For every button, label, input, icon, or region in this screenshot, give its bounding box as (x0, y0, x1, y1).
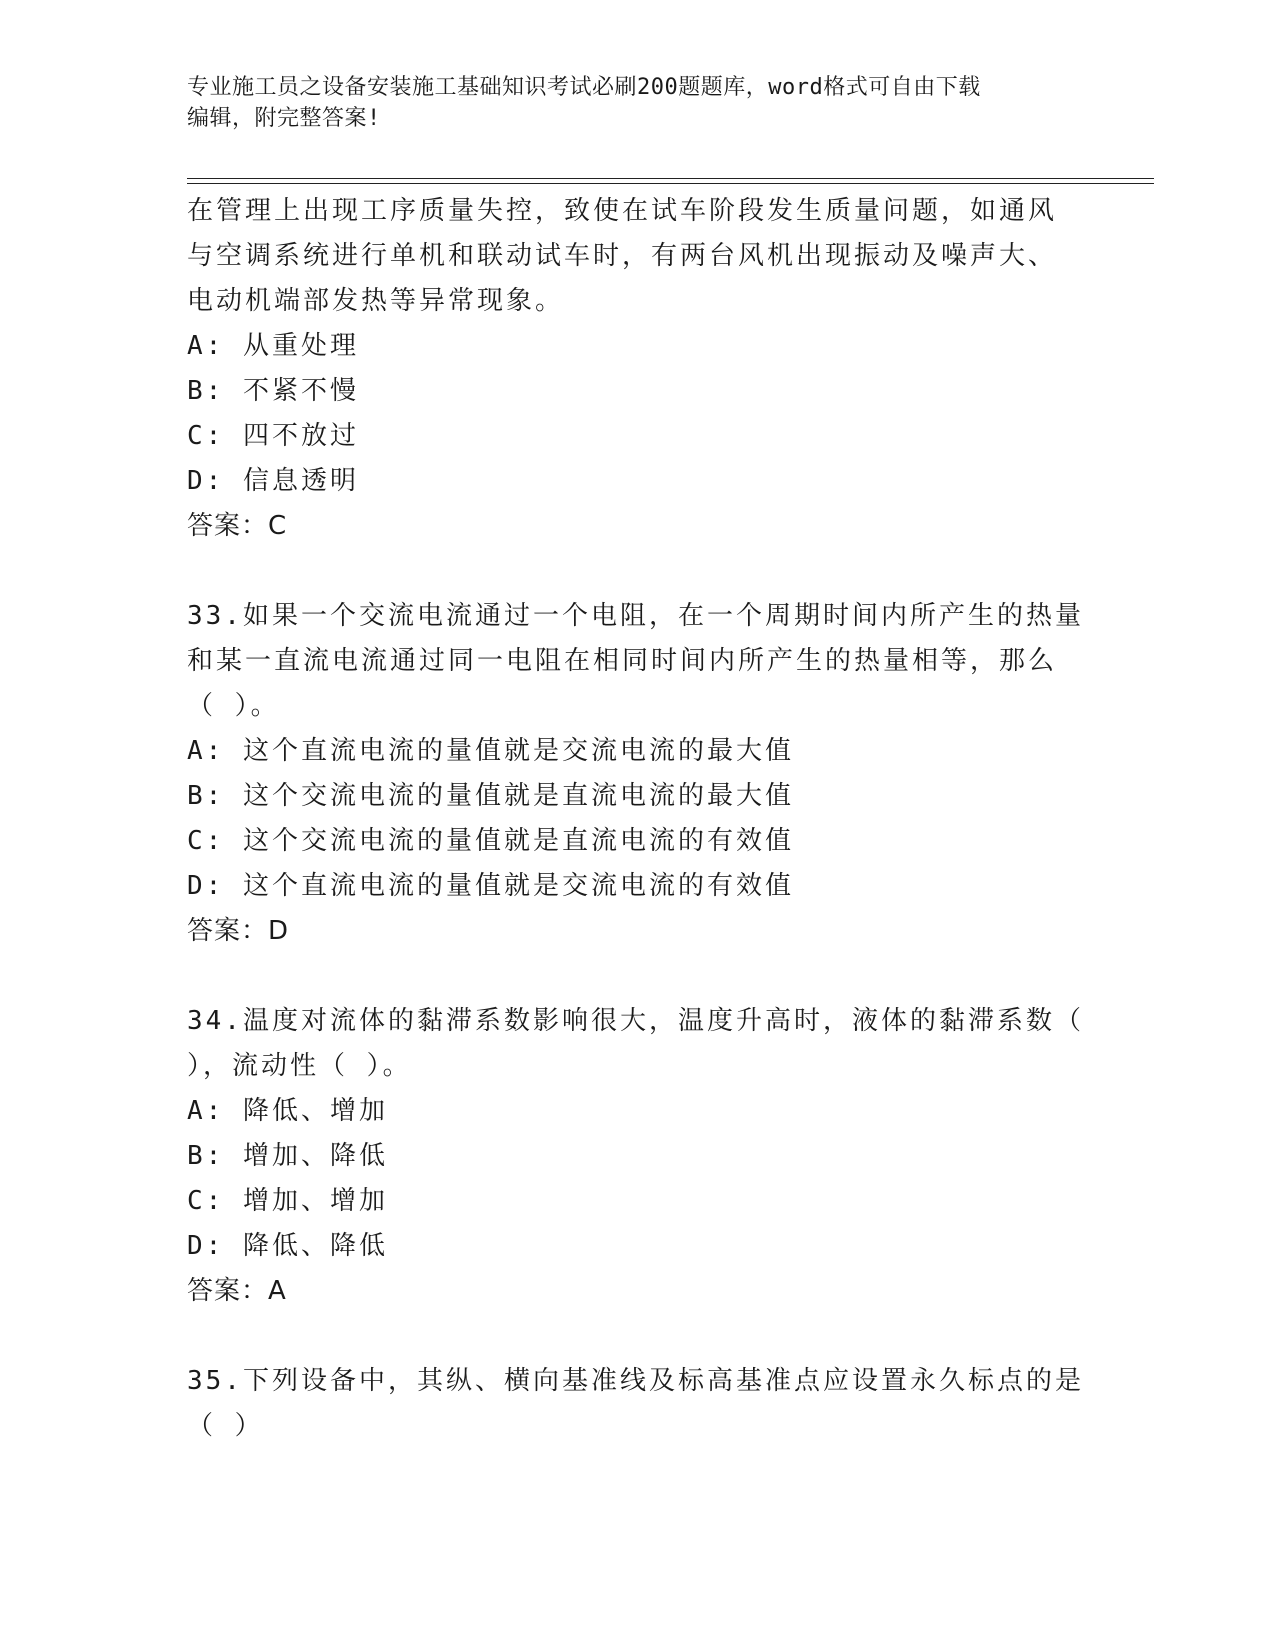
question-text-line: 电动机端部发热等异常现象。 (187, 286, 565, 316)
document-header (187, 72, 1087, 134)
spacer (187, 954, 1087, 999)
option-d: D: 降低、降低 (187, 1231, 388, 1261)
option-d: D: 信息透明 (187, 466, 359, 496)
option-a: A: 降低、增加 (187, 1096, 388, 1126)
question-text-line: （ ）。 (187, 691, 280, 721)
question-text-line: 与空调系统进行单机和联动试车时，有两台风机出现振动及噪声大、 (187, 241, 1058, 271)
answer: 答案：A (187, 1276, 287, 1306)
header-rule-top (187, 178, 1154, 179)
question-text-line: 33.如果一个交流电流通过一个电阻，在一个周期时间内所产生的热量 (187, 601, 1084, 631)
question-text-line: ），流动性（ ）。 (187, 1051, 412, 1081)
header-line-2: 编辑，附完整答案! (187, 106, 381, 131)
option-c: C: 这个交流电流的量值就是直流电流的有效值 (187, 826, 794, 856)
answer: 答案：D (187, 916, 290, 946)
question-text-line: 35.下列设备中，其纵、横向基准线及标高基准点应设置永久标点的是 (187, 1366, 1084, 1396)
question-32 (187, 189, 1087, 549)
option-b: B: 增加、降低 (187, 1141, 388, 1171)
question-text-line: 在管理上出现工序质量失控，致使在试车阶段发生质量问题，如通风 (187, 196, 1058, 226)
document-body (187, 189, 1087, 1449)
option-b: B: 不紧不慢 (187, 376, 359, 406)
spacer (187, 549, 1087, 594)
option-a: A: 这个直流电流的量值就是交流电流的最大值 (187, 736, 794, 766)
answer: 答案：C (187, 511, 288, 541)
header-rule-bottom (187, 183, 1154, 184)
question-33 (187, 594, 1087, 954)
header-line-1: 专业施工员之设备安装施工基础知识考试必刷200题题库，word格式可自由下载 (187, 75, 981, 100)
question-34 (187, 999, 1087, 1314)
option-d: D: 这个直流电流的量值就是交流电流的有效值 (187, 871, 794, 901)
spacer (187, 1314, 1087, 1359)
question-text-line: 和某一直流电流通过同一电阻在相同时间内所产生的热量相等，那么 (187, 646, 1058, 676)
question-text-line: （ ） (187, 1411, 264, 1441)
option-c: C: 四不放过 (187, 421, 359, 451)
question-text-line: 34.温度对流体的黏滞系数影响很大，温度升高时，液体的黏滞系数（ (187, 1006, 1084, 1036)
option-c: C: 增加、增加 (187, 1186, 388, 1216)
option-a: A: 从重处理 (187, 331, 359, 361)
question-35 (187, 1359, 1087, 1449)
option-b: B: 这个交流电流的量值就是直流电流的最大值 (187, 781, 794, 811)
